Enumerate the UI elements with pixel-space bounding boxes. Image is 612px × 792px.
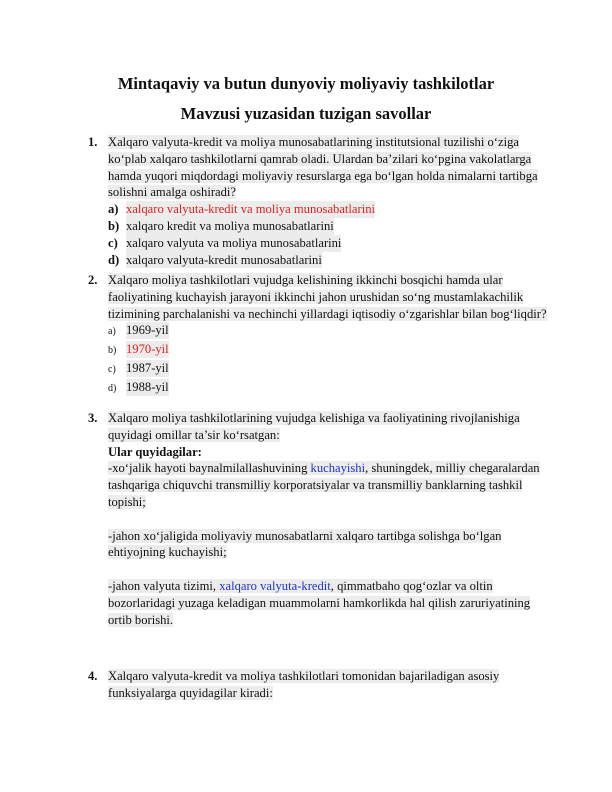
question-number: 1. xyxy=(88,135,98,149)
option-text: 1987-yil xyxy=(126,360,169,375)
option-label: d) xyxy=(108,252,120,267)
answer-option xyxy=(108,252,548,269)
option-text: 1988-yil xyxy=(126,379,169,394)
subheading: Ular quyidagilar: xyxy=(108,444,202,459)
keyword-link[interactable]: xalqaro valyuta-kredit xyxy=(219,578,331,593)
option-label: b) xyxy=(108,345,117,357)
factor-paragraph-2 xyxy=(108,528,548,562)
paragraph-text: -jahon xo‘jaligida moliyaviy munosabatlarni xalqaro tartibga solishga bo‘lgan ehtiyojning kuchayishi; xyxy=(108,528,502,560)
factor-paragraph-3 xyxy=(108,578,548,628)
answer-option xyxy=(108,201,548,218)
option-label: a) xyxy=(108,326,116,338)
answer-options xyxy=(108,322,548,397)
option-label: a) xyxy=(108,202,119,217)
factor-paragraph-1 xyxy=(108,460,548,510)
paragraph-text: -jahon valyuta tizimi, xyxy=(108,578,220,593)
option-text-correct: xalqaro valyuta-kredit va moliya munosabatlarini xyxy=(126,202,375,217)
question-text: Xalqaro moliya tashkilotlarining vujudga kelishiga va faoliyatining rivojlanishiga quyidagi omillar ta’sir ko‘rsatgan: xyxy=(108,411,520,442)
answer-option xyxy=(108,341,548,360)
answer-option xyxy=(108,235,548,252)
answer-option xyxy=(108,379,548,398)
question-text: Xalqaro moliya tashkilotlari vujudga kelishining ikkinchi bosqichi hamda ular faoliyatining kuchayish jarayoni ikkinchi jahon urushidan so‘ng mustamlakachilik tizimining parchalanishi va nechinchi yillardagi iqtisodiy o‘zgarishlar bilan bog‘liqdir? xyxy=(108,273,547,321)
option-text-correct: 1970-yil xyxy=(126,342,169,357)
option-text: 1969-yil xyxy=(126,323,169,338)
option-text: xalqaro valyuta va moliya munosabatlarini xyxy=(126,235,342,250)
answer-option xyxy=(108,218,548,235)
paragraph-text: , qimmatbaho qog‘ozlar va oltin bozorlaridagi yuzaga keladigan muammolarni hamkorlikda hal qilish zaruriyatining ortib borishi. xyxy=(108,578,531,627)
option-label: c) xyxy=(108,235,118,250)
option-label: d) xyxy=(108,382,117,394)
answer-options xyxy=(108,201,548,268)
keyword-link[interactable]: kuchayishi xyxy=(310,461,366,476)
question-2 xyxy=(88,272,548,398)
paragraph-text: , shuningdek, milliy chegaralardan tashqariga chiquvchi transmilliy korporatsiyalar va transmilliy banklarning tashkil topishi; xyxy=(108,461,540,509)
question-1 xyxy=(88,134,548,268)
option-text: xalqaro kredit va moliya munosabatlarini xyxy=(126,218,334,233)
question-text: Xalqaro valyuta-kredit va moliya munosabatlarining institutsional tuzilishi o‘ziga ko‘plab xalqaro tashkilotlarni qamrab oladi. Ulardan ba’zilari ko‘pgina vakolatlarga hamda yuqori miqdordagi moliyaviy resurslarga ega bo‘lgan holda nimalarni tartibga solishni amalga oshiradi? xyxy=(108,135,538,200)
question-text: Xalqaro valyuta-kredit va moliya tashkilotlari tomonidan bajariladigan asosiy funksiyalarga quyidagilar kiradi: xyxy=(108,669,500,700)
answer-option xyxy=(108,360,548,379)
document-subtitle: Mavzusi yuzasidan tuzigan savollar xyxy=(180,104,432,123)
option-text: xalqaro valyuta-kredit munosabatlarini xyxy=(126,252,322,267)
question-3 xyxy=(88,410,548,628)
question-number: 2. xyxy=(88,273,98,287)
question-number: 4. xyxy=(88,669,98,683)
option-label: c) xyxy=(108,363,116,375)
paragraph-text: -xo‘jalik hayoti baynalmilallashuvining xyxy=(108,461,311,476)
answer-option xyxy=(108,322,548,341)
document-title: Mintaqaviy va butun dunyoviy moliyaviy tashkilotlar xyxy=(117,74,495,93)
question-4 xyxy=(88,668,548,702)
question-number: 3. xyxy=(88,411,98,425)
option-label: b) xyxy=(108,218,120,233)
